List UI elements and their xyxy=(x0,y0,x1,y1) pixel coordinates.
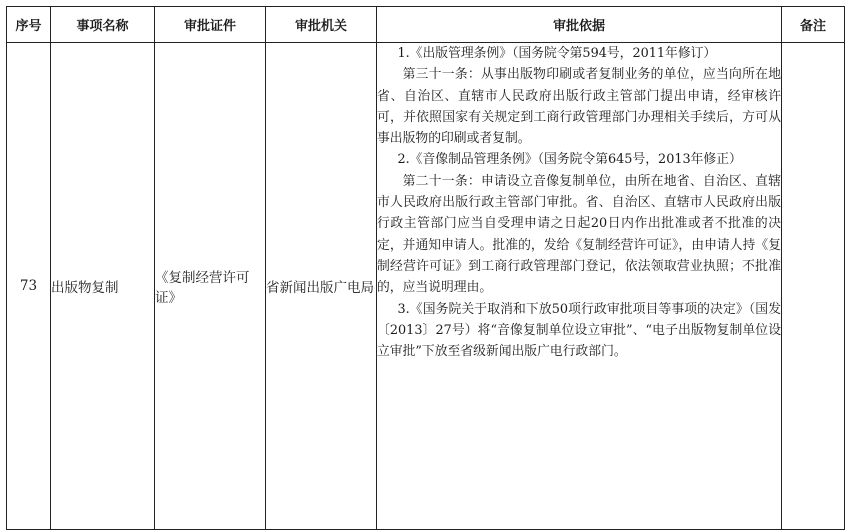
table-body xyxy=(7,43,845,530)
header-authority: 审批机关 xyxy=(266,7,377,43)
header-basis: 审批依据 xyxy=(377,7,782,43)
header-seq: 序号 xyxy=(7,7,51,43)
cell-remarks xyxy=(782,43,845,530)
approval-table xyxy=(6,6,845,530)
header-row xyxy=(7,7,845,43)
table-header xyxy=(7,7,845,43)
basis-paragraph-4: 第二十一条：申请设立音像复制单位，由所在地省、自治区、直辖市人民政府出版行政主管部门审批。省、自治区、直辖市人民政府出版行政主管部门应当自受理申请之日起20日内作出批准或者不批准的决定，并通知申请人。批准的，发给《复制经营许可证》，由申请人持《复制经营许可证》到工商行政管理部门登记，依法领取营业执照；不批准的，应当说明理由。 xyxy=(377,173,781,296)
cell-basis xyxy=(377,43,782,530)
cell-seq: 73 xyxy=(7,43,51,530)
basis-paragraph-2: 第三十一条：从事出版物印刷或者复制业务的单位，应当向所在地省、自治区、直辖市人民政府出版行政主管部门提出申请，经审核许可，并依照国家有关规定到工商行政管理部门办理相关手续后，方可从事出版物的印刷或者复制。 xyxy=(377,67,781,147)
header-item-name: 事项名称 xyxy=(51,7,155,43)
basis-paragraph-1: 1.《出版管理条例》（国务院令第594号，2011年修订） xyxy=(397,46,717,61)
header-certificate: 审批证件 xyxy=(155,7,266,43)
basis-paragraph-5: 3.《国务院关于取消和下放50项行政审批项目等事项的决定》（国发〔2013〕27号）将“音像复制单位设立审批”、“电子出版物复制单位设立审批”下放至省级新闻出版广电行政部门。 xyxy=(377,301,781,360)
header-remarks: 备注 xyxy=(782,7,845,43)
cell-certificate: 《复制经营许可证》 xyxy=(155,43,266,530)
basis-paragraph-3: 2.《音像制品管理条例》（国务院令第645号，2013年修正） xyxy=(397,152,742,168)
cell-authority: 省新闻出版广电局 xyxy=(266,43,377,530)
table-row xyxy=(7,43,845,530)
cell-item-name: 出版物复制 xyxy=(51,43,155,530)
